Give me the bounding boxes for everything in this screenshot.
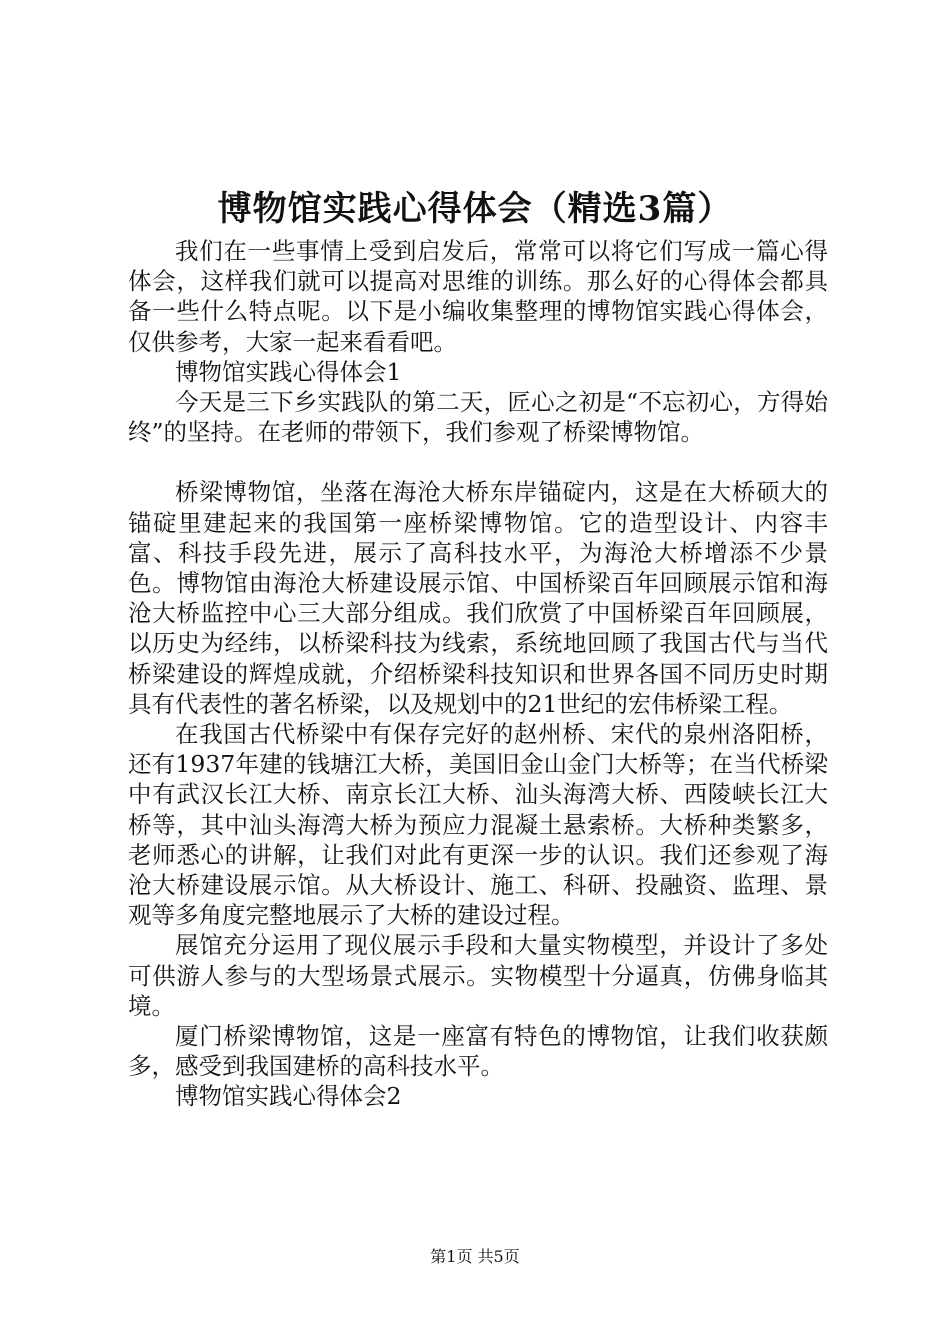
body-paragraph: 展馆充分运用了现仪展示手段和大量实物模型，并设计了多处可供游人参与的大型场景式展示。实物模型十分逼真，仿佛身临其境。 <box>128 931 828 1020</box>
intro-paragraph: 我们在一些事情上受到启发后，常常可以将它们写成一篇心得体会，这样我们就可以提高对思维的训练。那么好的心得体会都具备一些什么特点呢。以下是小编收集整理的博物馆实践心得体会，仅供参考，大家一起来看看吧。 <box>128 237 828 356</box>
page-footer: 第1页 共5页 <box>430 1247 520 1266</box>
section-heading-1: 博物馆实践心得体会1 <box>175 357 402 386</box>
body-paragraph: 今天是三下乡实践队的第二天，匠心之初是“不忘初心，方得始终”的坚持。在老师的带领下，我们参观了桥梁博物馆。 <box>128 388 828 447</box>
document-body <box>128 236 828 1112</box>
body-paragraph: 桥梁博物馆，坐落在海沧大桥东岸锚碇内，这是在大桥硕大的锚碇里建起来的我国第一座桥梁博物馆。它的造型设计、内容丰富、科技手段先进，展示了高科技水平，为海沧大桥增添不少景色。博物馆由海沧大桥建设展示馆、中国桥梁百年回顾展示馆和海沧大桥监控中心三大部分组成。我们欣赏了中国桥梁百年回顾展，以历史为经纬，以桥梁科技为线索，系统地回顾了我国古代与当代桥梁建设的辉煌成就，介绍桥梁科技知识和世界各国不同历史时期具有代表性的著名桥梁，以及规划中的21世纪的宏伟桥梁工程。 <box>128 478 828 718</box>
document-title: 博物馆实践心得体会（精选3篇） <box>217 189 733 229</box>
body-paragraph: 厦门桥梁博物馆，这是一座富有特色的博物馆，让我们收获颇多，感受到我国建桥的高科技水平。 <box>128 1022 828 1081</box>
section-heading-2: 博物馆实践心得体会2 <box>175 1082 402 1111</box>
body-paragraph: 在我国古代桥梁中有保存完好的赵州桥、宋代的泉州洛阳桥，还有1937年建的钱塘江大桥，美国旧金山金门大桥等；在当代桥梁中有武汉长江大桥、南京长江大桥、汕头海湾大桥、西陵峡长江大桥等，其中汕头海湾大桥为预应力混凝土悬索桥。大桥种类繁多，老师悉心的讲解，让我们对此有更深一步的认识。我们还参观了海沧大桥建设展示馆。从大桥设计、施工、科研、投融资、监理、景观等多角度完整地展示了大桥的建设过程。 <box>128 720 828 930</box>
